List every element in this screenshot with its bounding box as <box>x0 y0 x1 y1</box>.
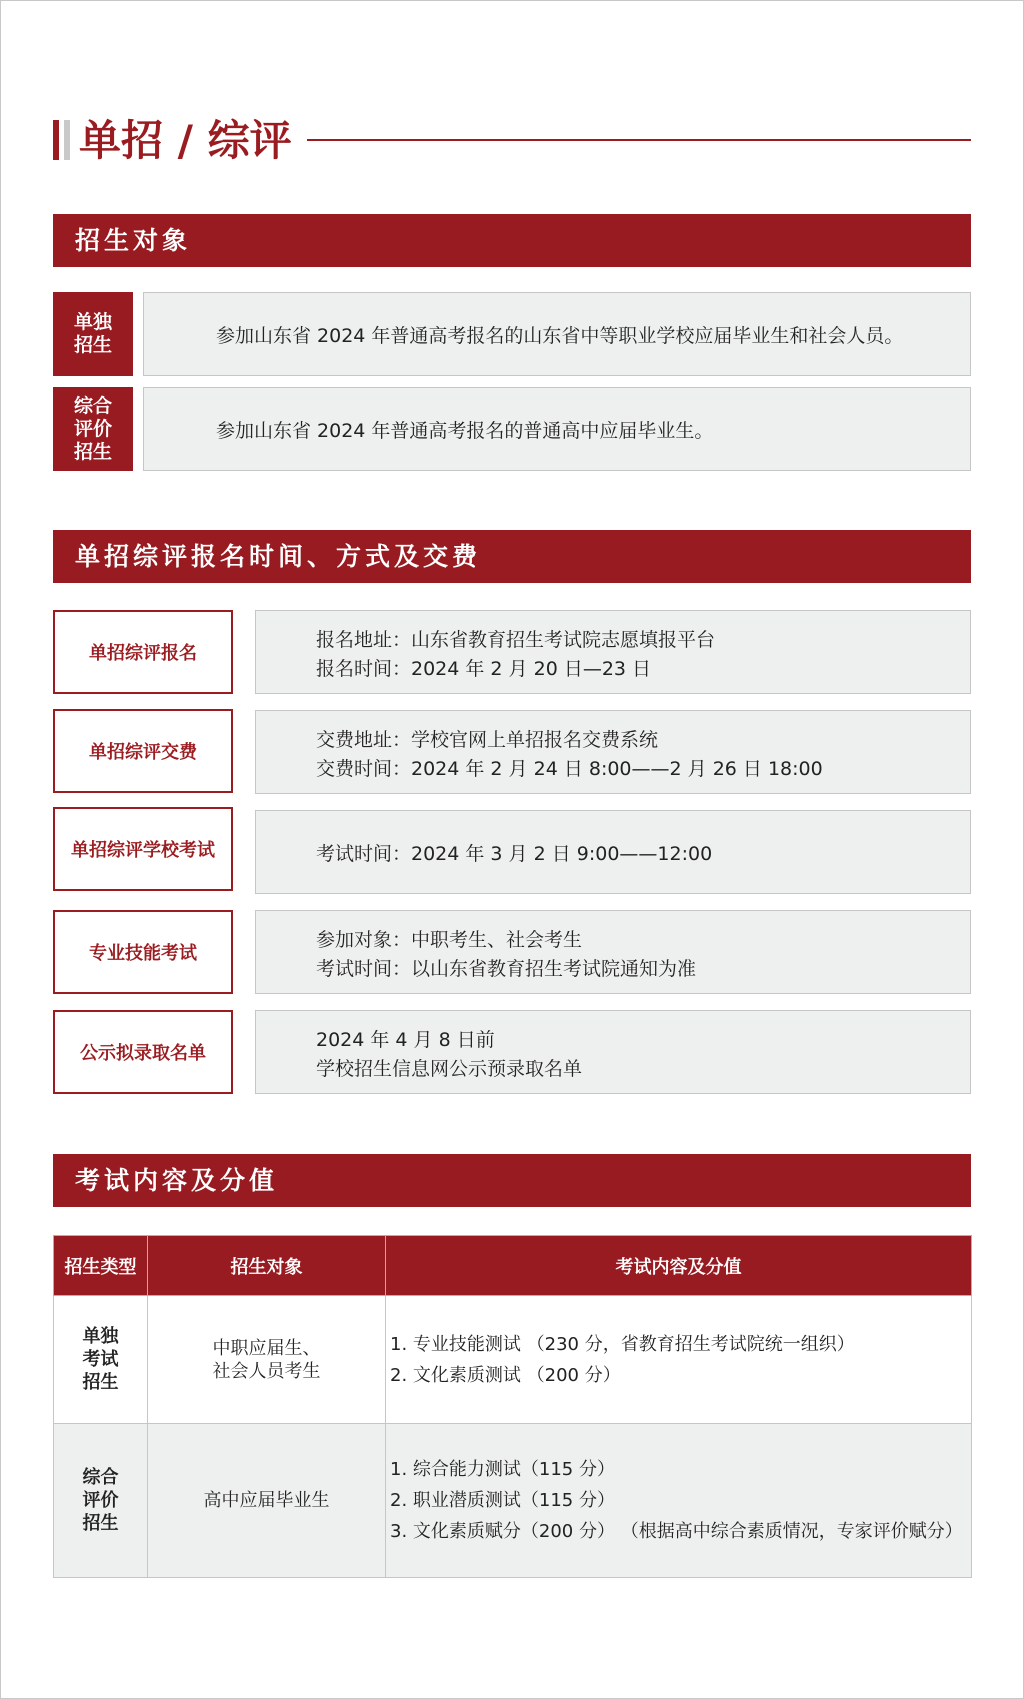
tag-independent-admission <box>53 292 133 376</box>
section-banner-registration: 单招综评报名时间、方式及交费 <box>53 530 971 583</box>
target-text: 参加山东省 2024 年普通高考报名的普通高中应届毕业生。 <box>216 420 714 442</box>
info-line: 学校招生信息网公示预录取名单 <box>316 1058 583 1080</box>
page-title: 单招 / 综评 <box>79 116 292 165</box>
info-box-payment <box>255 710 971 794</box>
tag-school-exam: 单招综评学校考试 <box>53 807 233 891</box>
exam-content-cell <box>386 1424 972 1578</box>
info-line: 报名地址：山东省教育招生考试院志愿填报平台 <box>316 629 716 651</box>
exam-content-cell <box>386 1296 972 1424</box>
info-line: 交费时间：2024 年 2 月 24 日 8:00——2 月 26 日 18:00 <box>316 758 823 780</box>
exam-item: 1. 综合能力测试（115 分） <box>390 1459 615 1480</box>
info-box-school-exam <box>255 810 971 894</box>
exam-item: 2. 文化素质测试 （200 分） <box>390 1364 621 1386</box>
info-box-admission-list <box>255 1010 971 1094</box>
header-rule <box>307 139 971 141</box>
info-box-registration <box>255 610 971 694</box>
exam-item: 3. 文化素质赋分（200 分） （根据高中综合素质情况，专家评价赋分） <box>390 1521 963 1542</box>
target-line: 社会人员考生 <box>212 1360 321 1382</box>
admission-type: 综合评价招生 <box>82 1467 119 1534</box>
header-accent-red <box>53 120 59 160</box>
section-banner-exam-content: 考试内容及分值 <box>53 1154 971 1207</box>
info-line: 考试时间：以山东省教育招生考试院通知为准 <box>316 958 697 980</box>
info-line: 参加对象：中职考生、社会考生 <box>316 929 583 951</box>
exam-content-table <box>53 1235 972 1578</box>
info-line: 考试时间：2024 年 3 月 2 日 9:00——12:00 <box>316 843 713 865</box>
target-text: 参加山东省 2024 年普通高考报名的山东省中等职业学校应届毕业生和社会人员。 <box>216 325 904 347</box>
section-banner-admission-targets: 招生对象 <box>53 214 971 267</box>
page-header <box>53 116 971 166</box>
target-line: 中职应届生、 <box>212 1337 321 1359</box>
table-row <box>54 1424 972 1578</box>
admission-type-cell <box>54 1296 148 1424</box>
tag-skills-exam: 专业技能考试 <box>53 910 233 994</box>
info-line: 报名时间：2024 年 2 月 20 日—23 日 <box>316 658 652 680</box>
exam-item: 2. 职业潜质测试（115 分） <box>390 1490 615 1511</box>
admission-target-cell <box>148 1424 386 1578</box>
admission-type-cell <box>54 1424 148 1578</box>
exam-item: 1. 专业技能测试 （230 分，省教育招生考试院统一组织） <box>390 1333 855 1355</box>
column-header: 招生对象 <box>148 1236 386 1296</box>
target-box-independent <box>143 292 971 376</box>
admission-target-cell <box>148 1296 386 1424</box>
column-header: 考试内容及分值 <box>386 1236 972 1296</box>
column-header: 招生类型 <box>54 1236 148 1296</box>
tag-label: 单独招生 <box>73 311 112 356</box>
table-header-row <box>54 1236 972 1296</box>
target-line: 高中应届毕业生 <box>203 1490 330 1511</box>
info-line: 2024 年 4 月 8 日前 <box>316 1029 495 1051</box>
table-row <box>54 1296 972 1424</box>
tag-comprehensive-evaluation <box>53 387 133 471</box>
tag-label: 综合评价招生 <box>73 394 112 463</box>
header-accent-gray <box>64 120 70 160</box>
tag-registration: 单招综评报名 <box>53 610 233 694</box>
tag-payment: 单招综评交费 <box>53 709 233 793</box>
admission-type: 单独考试招生 <box>82 1326 119 1393</box>
info-box-skills-exam <box>255 910 971 994</box>
info-line: 交费地址：学校官网上单招报名交费系统 <box>316 729 659 751</box>
tag-admission-list: 公示拟录取名单 <box>53 1010 233 1094</box>
target-box-comprehensive <box>143 387 971 471</box>
